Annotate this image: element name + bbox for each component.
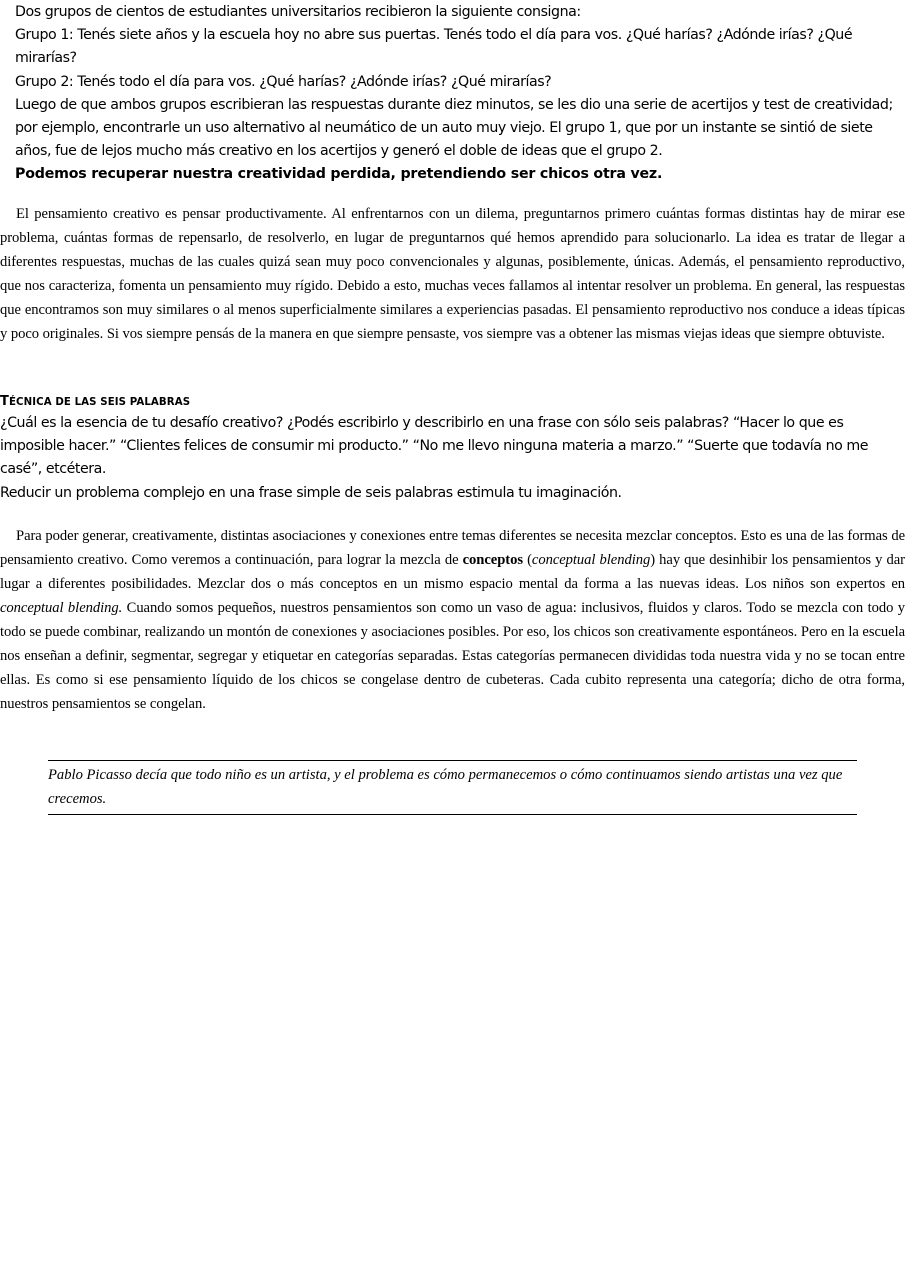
conceptual-blending-paragraph	[0, 524, 905, 716]
intro-conclusion: Podemos recuperar nuestra creatividad perdida, pretendiendo ser chicos otra vez.	[15, 166, 663, 183]
technique-reduce: Reducir un problema complejo en una frase simple de seis palabras estimula tu imaginación.	[0, 484, 622, 501]
group-1-prompt: Grupo 1: Tenés siete años y la escuela hoy no abre sus puertas. Tenés todo el día para vos. ¿Qué harías? ¿Adónde irías? ¿Qué mirarías?	[15, 27, 853, 67]
paragraph2-text-1: Para poder generar, creativamente, distintas asociaciones y conexiones entre temas diferentes se necesita mezclar conceptos. Esto es una de las formas de pensamiento creativo. Como veremos a continuación, para lograr la mezcla de	[0, 528, 905, 568]
intro-line: Dos grupos de cientos de estudiantes universitarios recibieron la siguiente consigna:	[15, 4, 581, 20]
picasso-quote: Pablo Picasso decía que todo niño es un artista, y el problema es cómo permanecemos o cómo continuamos siendo artistas una vez que crecemos.	[48, 767, 843, 807]
conceptual-blending-term-2: conceptual blending.	[0, 600, 123, 616]
intro-block	[15, 1, 905, 187]
paragraph2-text-2: (	[522, 552, 532, 568]
technique-question: ¿Cuál es la esencia de tu desafío creativo? ¿Podés escribirlo y describirlo en una frase con sólo seis palabras? “Hacer lo que es imposible hacer.” “Clientes felices de consumir mi producto.” “No me llevo ninguna materia a marzo.” “Suerte que todavía no me casé”, etcétera.	[0, 415, 869, 478]
creative-thinking-paragraph: El pensamiento creativo es pensar productivamente. Al enfrentarnos con un dilema, preguntarnos primero cuántas formas distintas hay de mirar ese problema, cuántas formas de repensarlo, de resolverlo, en lugar de preguntarnos qué hemos aprendido para solucionarlo. La idea es tratar de llegar a diferentes respuestas, muchas de las cuales quizá sean muy poco convencionales y algunas, posiblemente, únicas. Además, el pensamiento reproductivo, que nos caracteriza, fomenta un pensamiento muy rígido. Debido a esto, muchas veces fallamos al intentar resolver un problema. En general, las respuestas que encontramos son muy similares o al menos superficialmente similares a experiencias pasadas. El pensamiento reproductivo nos conduce a ideas típicas y poco originales. Si vos siempre pensás de la manera en que siempre pensaste, vos siempre vas a obtener las mismas viejas ideas que siempre obtuviste.	[0, 206, 905, 342]
experiment-result: Luego de que ambos grupos escribieran las respuestas durante diez minutos, se les dio una serie de acertijos y test de creatividad; por ejemplo, encontrarle un uso alternativo al neumático de un auto muy viejo. El grupo 1, que por un instante se sintió de siete años, fue de lejos mucho más creativo en los acertijos y generó el doble de ideas que el grupo 2.	[15, 96, 893, 160]
paragraph2-text-4: Cuando somos pequeños, nuestros pensamientos son como un vaso de agua: inclusivos, fluidos y claros. Todo se mezcla con todo y todo se puede combinar, realizando un montón de conexiones y asociaciones posibles. Por eso, los chicos son creativamente espontáneos. Pero en la escuela nos enseñan a definir, segmentar, segregar y etiquetar en categorías separadas. Estas categorías permanecen divididas toda nuestra vida y no se tocan entre ellas. Es como si ese pensamiento líquido de los chicos se congelase dentro de cubeteras. Cada cubito representa una categoría; dicho de otra forma, nuestros pensamientos se congelan.	[0, 600, 905, 712]
conceptual-blending-term: conceptual blending	[531, 552, 651, 568]
six-words-technique	[0, 412, 895, 505]
group-2-prompt: Grupo 2: Tenés todo el día para vos. ¿Qué harías? ¿Adónde irías? ¿Qué mirarías?	[15, 73, 552, 90]
section-heading	[0, 394, 190, 409]
heading-initial: T	[0, 394, 9, 409]
picasso-quote-box	[48, 760, 857, 815]
paragraph2-text-3: ) hay que desinhibir los pensamientos y dar lugar a diferentes posibilidades. Mezclar dos o más conceptos en un mismo espacio mental da forma a las nuevas ideas. Los niños son expertos en	[0, 552, 905, 592]
conceptos-bold: conceptos	[462, 552, 523, 568]
heading-rest: ÉCNICA DE LAS SEIS PALABRAS	[8, 397, 191, 408]
